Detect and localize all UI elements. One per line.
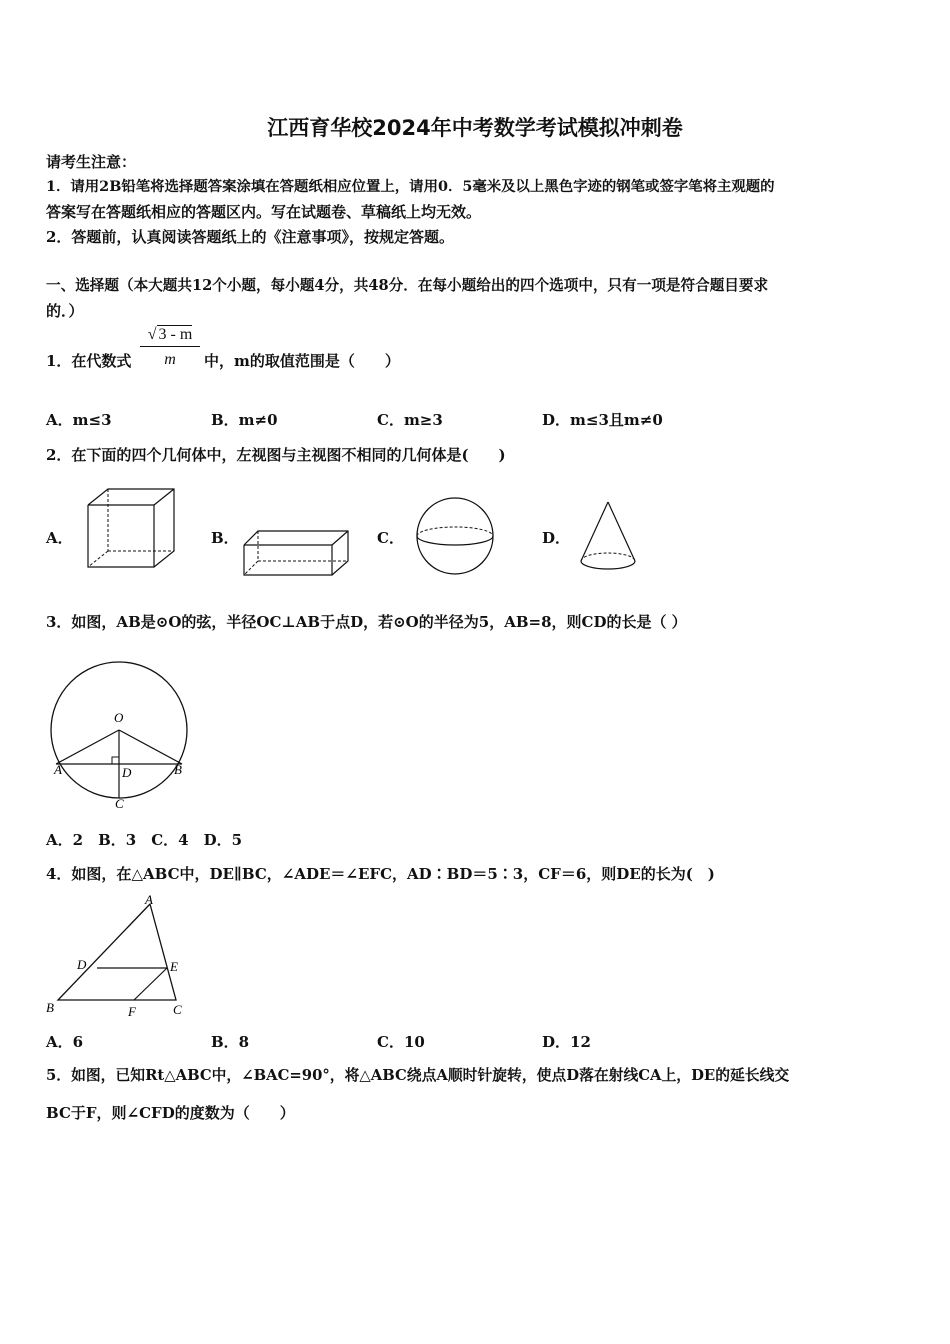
q4-stem: 4．如图，在△ABC中，DE∥BC，∠ADE＝∠EFC，AD∶BD＝5∶3，CF＝6，则DE的长为( ) <box>46 865 715 883</box>
notice-line-2: 答案写在答题纸相应的答题区内。写在试题卷、草稿纸上均无效。 <box>46 203 482 221</box>
section-heading-line-1: 一、选择题（本大题共12个小题，每小题4分，共48分．在每小题给出的四个选项中，只有一项是符合题目要求 <box>46 277 769 294</box>
cone-figure <box>576 498 640 578</box>
circle-chord-figure <box>48 650 193 812</box>
q3-stem: 3．如图，AB是⊙O的弦，半径OC⊥AB于点D，若⊙O的半径为5，AB=8，则CD的长是（ ） <box>46 613 687 631</box>
label-D: D <box>122 765 132 780</box>
q1-option-b: B．m≠0 <box>211 411 278 429</box>
q2-option-b: B． <box>211 529 239 547</box>
q4-option-d: D．12 <box>542 1033 591 1051</box>
q1-option-c: C．m≥3 <box>377 411 443 429</box>
section-heading-line-2: 的．） <box>46 302 84 320</box>
notice-line-1: 1．请用2B铅笔将选择题答案涂填在答题纸相应位置上，请用0．5毫米及以上黑色字迹的钢笔或签字笔将主观题的 <box>46 178 775 195</box>
page-title: 江西育华校2024年中考数学考试模拟冲刺卷 <box>267 116 683 140</box>
q5-line-2: BC于F，则∠CFD的度数为（ ） <box>46 1104 295 1122</box>
label-C: C <box>173 1002 182 1017</box>
sphere-figure <box>410 494 500 580</box>
triangle-figure <box>40 890 190 1020</box>
notice-heading: 请考生注意： <box>46 153 137 171</box>
q4-option-a: A．6 <box>46 1033 84 1051</box>
label-O: O <box>114 710 124 725</box>
q1-prefix: 1．在代数式 <box>46 352 132 370</box>
q5-line-1: 5．如图，已知Rt△ABC中，∠BAC=90°，将△ABC绕点A顺时针旋转，使点D落在射线CA上，DE的延长线交 <box>46 1067 790 1084</box>
label-A: A <box>54 762 62 777</box>
label-B: B <box>174 762 182 777</box>
label-F: F <box>128 1004 136 1019</box>
q2-option-c: C． <box>377 529 404 547</box>
q1-fraction: $\frac{√ 3 - m}{m}$ <box>140 326 200 369</box>
q1-fraction-denominator: m <box>164 351 176 368</box>
notice-line-3: 2．答题前，认真阅读答题纸上的《注意事项》，按规定答题。 <box>46 228 454 246</box>
cuboid-figure <box>238 525 353 580</box>
label-E: E <box>170 959 178 974</box>
q3-options: A．2 B．3 C．4 D．5 <box>46 831 243 849</box>
label-B: B <box>46 1000 54 1015</box>
label-A: A <box>145 892 153 907</box>
q1-option-d: D．m≤3且m≠0 <box>542 411 663 429</box>
q1-suffix: 中，m的取值范围是（ ） <box>204 352 400 370</box>
label-C: C <box>115 796 124 811</box>
q4-option-b: B．8 <box>211 1033 250 1051</box>
q2-stem: 2．在下面的四个几何体中，左视图与主视图不相同的几何体是( ) <box>46 446 506 464</box>
q1-fraction-numerator: 3 - m <box>158 326 193 343</box>
label-D: D <box>77 957 87 972</box>
q2-option-d: D． <box>542 529 571 547</box>
q4-option-c: C．10 <box>377 1033 425 1051</box>
cube-figure <box>80 485 180 575</box>
q2-option-a: A． <box>46 529 73 547</box>
q1-option-a: A．m≤3 <box>46 411 112 429</box>
